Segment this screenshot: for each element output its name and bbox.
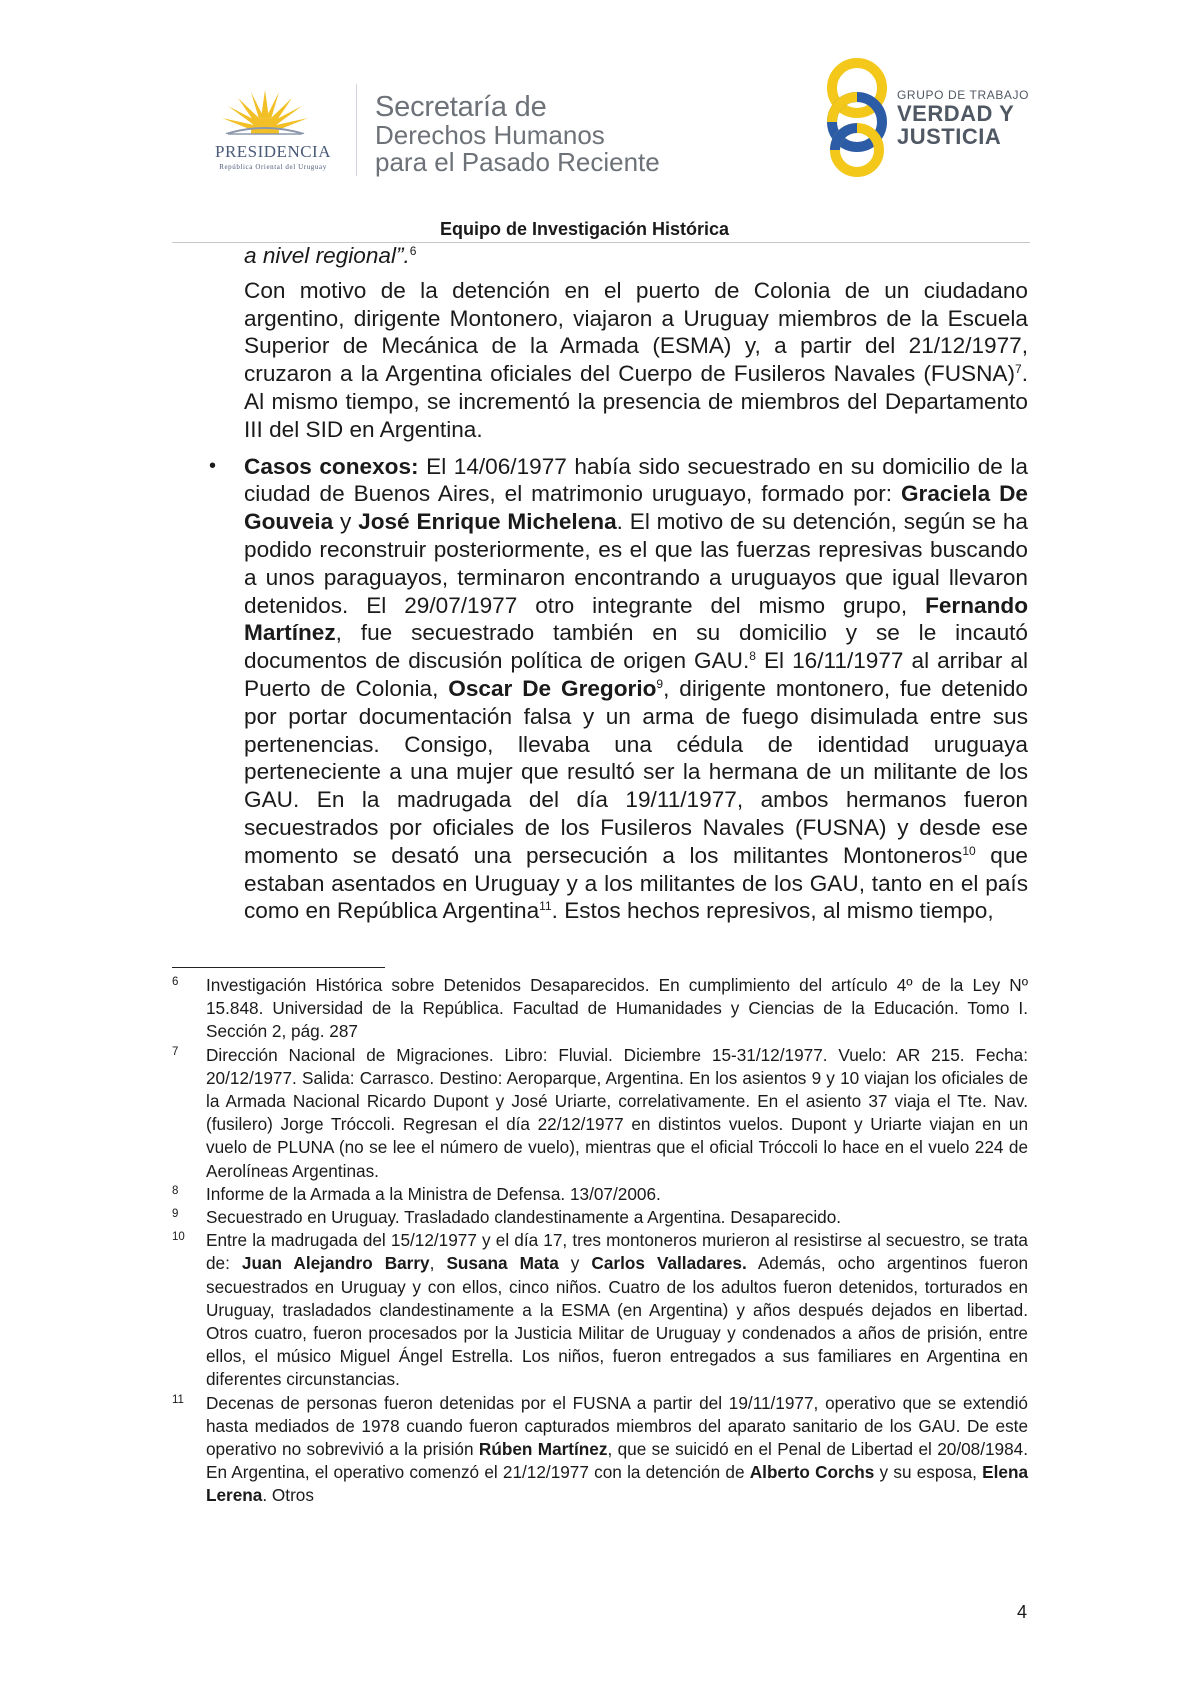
footnote-ref-8: 8 xyxy=(749,649,756,664)
footnote-text: Secuestrado en Uruguay. Trasladado clandestinamente a Argentina. Desaparecido. xyxy=(206,1207,842,1228)
person-name: Rúben Martínez xyxy=(478,1439,608,1460)
paragraph-casos-conexos: Casos conexos: El 14/06/1977 había sido secuestrado en su domicilio de la ciudad de Buenos Aires, el matrimonio uruguayo, formado por: Graciela De Gouveia y José Enrique Michelena. El motivo de su detención, según se ha podido reconstruir posteriormente, es el que las fuerzas represivas buscando a unos paraguayos, terminaron encontrando a uruguayos que igual llevaron detenidos. El 29/07/1977 otro integrante del mismo grupo, Fernando Martínez, fue secuestrado también en su domicilio y se le incautó documentos de discusión política de origen GAU.$^8$ El 16/11/1977 al arribar al Puerto de Colonia, Oscar De Gregorio$^9$, dirigente montonero, fue detenido por portar documentación falsa y un arma de fuego disimulada entre sus pertenencias. Consigo, llevaba una cédula de identidad uruguaya perteneciente a una mujer que resultó ser la hermana de un militante de los GAU. En la madrugada del día 19/11/1977, ambos hermanos fueron secuestrados por oficiales de los Fusileros Navales (FUSNA) y desde ese momento se desató una persecución a los militantes Montoneros$^{10}$ que estaban asentados en Uruguay y a los militantes de los GAU, tanto en el país como en República Argentina$^{11}$. Estos hechos represivos, al mismo tiempo, xyxy=(244,453,1028,924)
person-name: Juan Alejandro Barry xyxy=(241,1253,430,1274)
presidencia-sun-logo xyxy=(218,88,312,148)
person-name: Graciela De Gouveia xyxy=(244,481,1028,535)
footnote-10 xyxy=(172,1229,1028,1391)
bullet-icon: • xyxy=(209,454,217,477)
footnote-text: Dirección Nacional de Migraciones. Libro: Fluvial. Diciembre 15-31/12/1977. Vuelo: AR 215. Fecha: 20/12/1977. Salida: Carrasco. Destino: Aeroparque, Argentina. En los asientos 9 y 10 viajan los oficiales de la Armada Nacional Ricardo Dupont y José Uriarte, correlativamente. En el asiento 37 viaja el Tte. Nav. (fusilero) Jorge Tróccoli. Regresan el día 22/12/1977 en distintos vuelos. Dupont y Uriarte viajan en un vuelo de PLUNA (no se lee el número de vuelo), mientras que el oficial Tróccoli lo hace en el vuelo 224 de Aerolíneas Argentinas. xyxy=(206,1044,1028,1181)
presidencia-subtitle: República Oriental del Uruguay xyxy=(219,163,327,171)
footnote-number: 8 xyxy=(172,1184,179,1197)
footnote-text: Investigación Histórica sobre Detenidos Desaparecidos. En cumplimiento del artículo 4º de la Ley Nº 15.848. Universidad de la República. Facultad de Humanidades y Ciencias de la Educación. Tomo I. Sección 2, pág. 287 xyxy=(206,975,1028,1042)
presidencia-wordmark xyxy=(198,142,348,171)
footnote-number: 9 xyxy=(172,1208,179,1221)
footnote-6 xyxy=(172,974,1028,1044)
person-name: José Enrique Michelena xyxy=(358,509,617,535)
quote-end: a nivel regional”. xyxy=(244,243,410,268)
footnote-ref-7: 7 xyxy=(1015,362,1022,377)
footnote-number: 6 xyxy=(172,976,179,988)
verdad-justicia-wordmark xyxy=(897,88,1029,148)
verdad-justicia-rings-logo xyxy=(822,58,892,178)
footnote-8 xyxy=(172,1183,1028,1206)
footnote-7 xyxy=(172,1044,1028,1183)
person-name: Fernando Martínez xyxy=(244,592,1028,646)
verdad-label: VERDAD Y xyxy=(897,101,1015,126)
footnote-number: 7 xyxy=(172,1045,179,1058)
footnote-9 xyxy=(172,1206,1028,1229)
person-name: Oscar De Gregorio xyxy=(448,675,657,701)
footnote-number: 11 xyxy=(172,1393,184,1406)
team-title: Equipo de Investigación Histórica xyxy=(440,219,730,239)
footnote-text: Decenas de personas fueron detenidas por el FUSNA a partir del 19/11/1977, operativo que se extendió hasta mediados de 1978 cuando fueron capturados miembros del aparato sanitario de los GAU. De este operativo no sobrevivió a la prisión Rúben Martínez, que se suicidó en el Penal de Libertad el 20/08/1984. En Argentina, el operativo comenzó el 21/12/1977 con la detención de Alberto Corchs y su esposa, Elena Lerena. Otros xyxy=(206,1392,1029,1506)
footnote-ref-9: 9 xyxy=(656,676,664,691)
person-name: Alberto Corchs xyxy=(749,1462,875,1483)
footnote-text: Entre la madrugada del 15/12/1977 y el día 17, tres montoneros murieron al resistirse al secuestro, se trata de: Juan Alejandro Barry, Susana Mata y Carlos Valladares. Además, ocho argentinos fueron secuestrados en Uruguay y con ellos, cinco niños. Cuatro de los adultos fueron detenidos, torturados en Uruguay, trasladados clandestinamente a la ESMA (en Argentina) y años después dejados en libertad. Otros cuatro, fueron procesados por la Justicia Militar de Uruguay y condenados a años de prisión, entre ellos, el músico Miguel Ángel Estrella. Los niños, fueron entregados a sus familiares en Argentina en diferentes circunstancias. xyxy=(206,1230,1029,1390)
footnote-ref-6: 6 xyxy=(409,244,417,258)
paragraph-continuation xyxy=(244,242,1028,270)
bullet-casos-conexos xyxy=(209,453,1028,926)
secretaria-line-1: Secretaría de xyxy=(375,91,547,123)
footnote-text: Informe de la Armada a la Ministra de Defensa. 13/07/2006. xyxy=(206,1183,661,1204)
footnote-number: 10 xyxy=(172,1231,185,1244)
paragraph-esma: Con motivo de la detención en el puerto de Colonia de un ciudadano argentino, dirigente Montonero, viajaron a Uruguay miembros de la Escuela Superior de Mecánica de la Armada (ESMA) y, a partir del 21/12/1977, cruzaron a la Argentina oficiales del Cuerpo de Fusileros Navales (FUSNA)$^7$. Al mismo tiempo, se incrementó la presencia de miembros del Departamento III del SID en Argentina. xyxy=(244,277,1028,442)
body-text xyxy=(209,242,1028,925)
footnote-11 xyxy=(172,1392,1028,1508)
person-name: Carlos Valladares. xyxy=(591,1253,747,1274)
casos-conexos-label: Casos conexos: xyxy=(244,453,419,479)
footnote-ref-10: 10 xyxy=(962,843,976,858)
secretaria-line-2: Derechos Humanos xyxy=(375,120,605,150)
footnotes xyxy=(172,974,1028,1508)
grupo-de-trabajo-label: GRUPO DE TRABAJO xyxy=(897,88,1030,102)
person-name: Elena Lerena xyxy=(206,1462,1029,1506)
footnote-separator xyxy=(172,967,385,968)
header-divider xyxy=(356,84,357,176)
page-number: 4 xyxy=(1017,1602,1028,1622)
secretaria-line-3: para el Pasado Reciente xyxy=(375,147,660,177)
secretaria-wordmark xyxy=(375,92,660,176)
person-name: Susana Mata xyxy=(446,1253,559,1274)
footnote-ref-11: 11 xyxy=(539,899,552,914)
presidencia-title: PRESIDENCIA xyxy=(214,142,331,161)
justicia-label: JUSTICIA xyxy=(897,124,1002,149)
